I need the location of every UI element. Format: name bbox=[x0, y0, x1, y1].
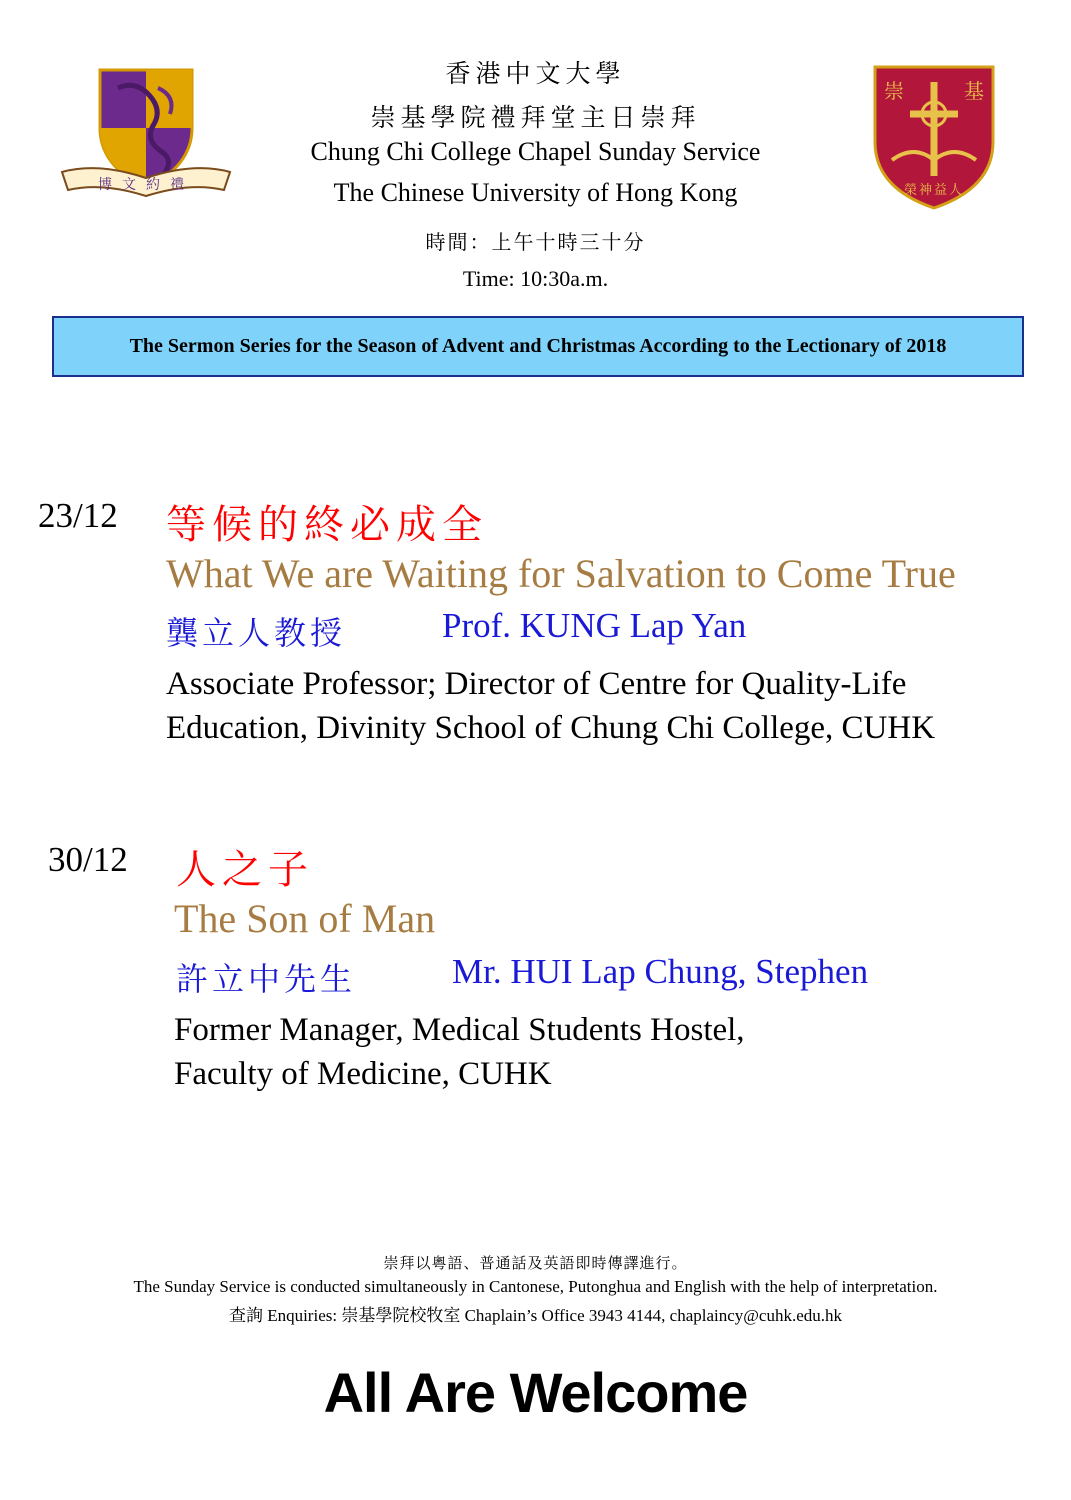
speaker-name-en: Prof. KUNG Lap Yan bbox=[442, 606, 747, 645]
speaker-description-line-2: Faculty of Medicine, CUHK bbox=[174, 1056, 552, 1092]
sermon-title-zh: 等候的終必成全 bbox=[166, 502, 488, 548]
chung-chi-motto: 榮神益人 bbox=[903, 183, 965, 198]
speaker-description-line-1: Associate Professor; Director of Centre for Quality-Life bbox=[166, 666, 907, 702]
chung-chi-char-right: 基 bbox=[964, 79, 984, 103]
cuhk-motto: 博文約禮 bbox=[98, 177, 194, 193]
speaker-name-en: Mr. HUI Lap Chung, Stephen bbox=[452, 952, 869, 991]
speaker-name-zh: 許立中先生 bbox=[176, 960, 357, 998]
chung-chi-char-left: 崇 bbox=[884, 79, 904, 103]
sermon-series-banner-text: The Sermon Series for the Season of Advent and Christmas According to the Lectionary of 2018 bbox=[129, 335, 947, 357]
speaker-description-line-1: Former Manager, Medical Students Hostel, bbox=[174, 1012, 745, 1048]
speaker-name-zh: 龔立人教授 bbox=[166, 614, 347, 652]
sermon-title-zh: 人之子 bbox=[176, 847, 314, 893]
sermon-date: 30/12 bbox=[48, 840, 128, 879]
sermon-date: 23/12 bbox=[38, 496, 118, 535]
university-name-en: The Chinese University of Hong Kong bbox=[333, 178, 738, 207]
sermon-series-banner bbox=[52, 316, 1024, 377]
all-are-welcome-heading: All Are Welcome bbox=[323, 1361, 748, 1424]
university-name-zh: 香港中文大學 bbox=[445, 59, 626, 88]
chapel-name-en: Chung Chi College Chapel Sunday Service bbox=[310, 137, 761, 166]
language-note-zh: 崇拜以粵語、普通話及英語即時傳譯進行。 bbox=[383, 1254, 688, 1272]
service-time-en: Time: 10:30a.m. bbox=[462, 266, 609, 291]
sermon-title-en: What We are Waiting for Salvation to Come True bbox=[166, 551, 956, 596]
speaker-description-line-2: Education, Divinity School of Chung Chi College, CUHK bbox=[166, 710, 936, 746]
service-time-zh: 時間：上午十時三十分 bbox=[425, 230, 646, 254]
language-note-en: The Sunday Service is conducted simultaneously in Cantonese, Putonghua and English with the help of interpretation. bbox=[133, 1277, 938, 1296]
chapel-name-zh: 崇基學院禮拜堂主日崇拜 bbox=[370, 103, 701, 132]
sermon-title-en: The Son of Man bbox=[174, 896, 436, 941]
enquiry-info: 查詢 Enquiries: 崇基學院校牧室 Chaplain’s Office 3943 4144, chaplaincy@cuhk.edu.hk bbox=[228, 1306, 843, 1325]
